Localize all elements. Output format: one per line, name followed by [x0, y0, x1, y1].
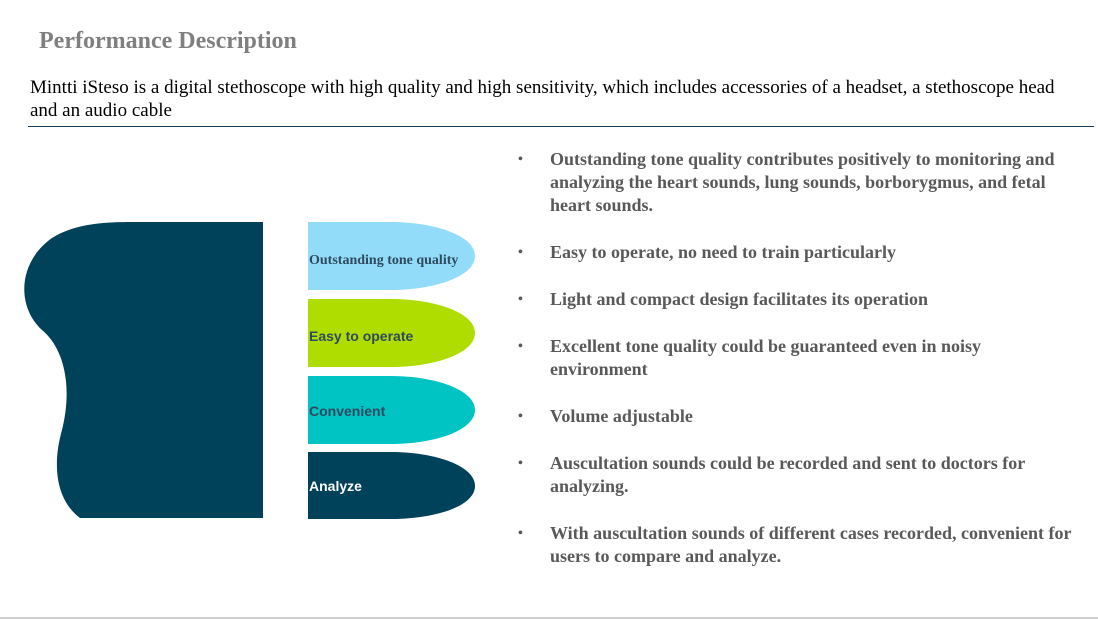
feature-text: Auscultation sounds could be recorded and sent to doctors for analyzing.: [550, 453, 1025, 496]
pill-label-easy-to-operate: Easy to operate: [309, 328, 414, 344]
list-item: [518, 522, 1078, 568]
feature-text: Easy to operate, no need to train particularly: [550, 242, 896, 262]
feature-text: Light and compact design facilitates its operation: [550, 289, 928, 309]
bullet-icon: •: [518, 409, 523, 424]
feature-text: Outstanding tone quality contributes positively to monitoring and analyzing the heart sounds, lung sounds, borborygmus, and fetal heart sounds.: [550, 149, 1055, 215]
bullet-icon: •: [518, 456, 523, 471]
list-item: [518, 335, 1078, 381]
page-title: Performance Description: [39, 28, 297, 54]
pill-label-outstanding-tone-quality: Outstanding tone quality: [309, 253, 459, 268]
feature-text: Volume adjustable: [550, 406, 693, 426]
list-item: [518, 148, 1078, 217]
list-item: [518, 288, 1078, 311]
intro-paragraph: Mintti iSteso is a digital stethoscope with high quality and high sensitivity, which includes accessories of a headset, a stethoscope head and an audio cable: [30, 77, 1055, 121]
stethoscope-block-shape: [24, 222, 263, 518]
footer-divider: [0, 617, 1098, 619]
list-item: [518, 452, 1078, 498]
list-item: [518, 241, 1078, 264]
feature-text: With auscultation sounds of different cases recorded, convenient for users to compare and analyze.: [550, 523, 1072, 566]
pill-label-analyze: Analyze: [309, 478, 362, 494]
bullet-icon: •: [518, 245, 523, 260]
pill-label-convenient: Convenient: [309, 403, 386, 419]
bullet-icon: •: [518, 526, 523, 541]
bullet-icon: •: [518, 339, 523, 354]
feature-text: Excellent tone quality could be guaranteed even in noisy environment: [550, 336, 982, 379]
list-item: [518, 405, 1078, 428]
bullet-icon: •: [518, 292, 523, 307]
bullet-icon: •: [518, 152, 523, 167]
feature-list: [518, 148, 1078, 568]
